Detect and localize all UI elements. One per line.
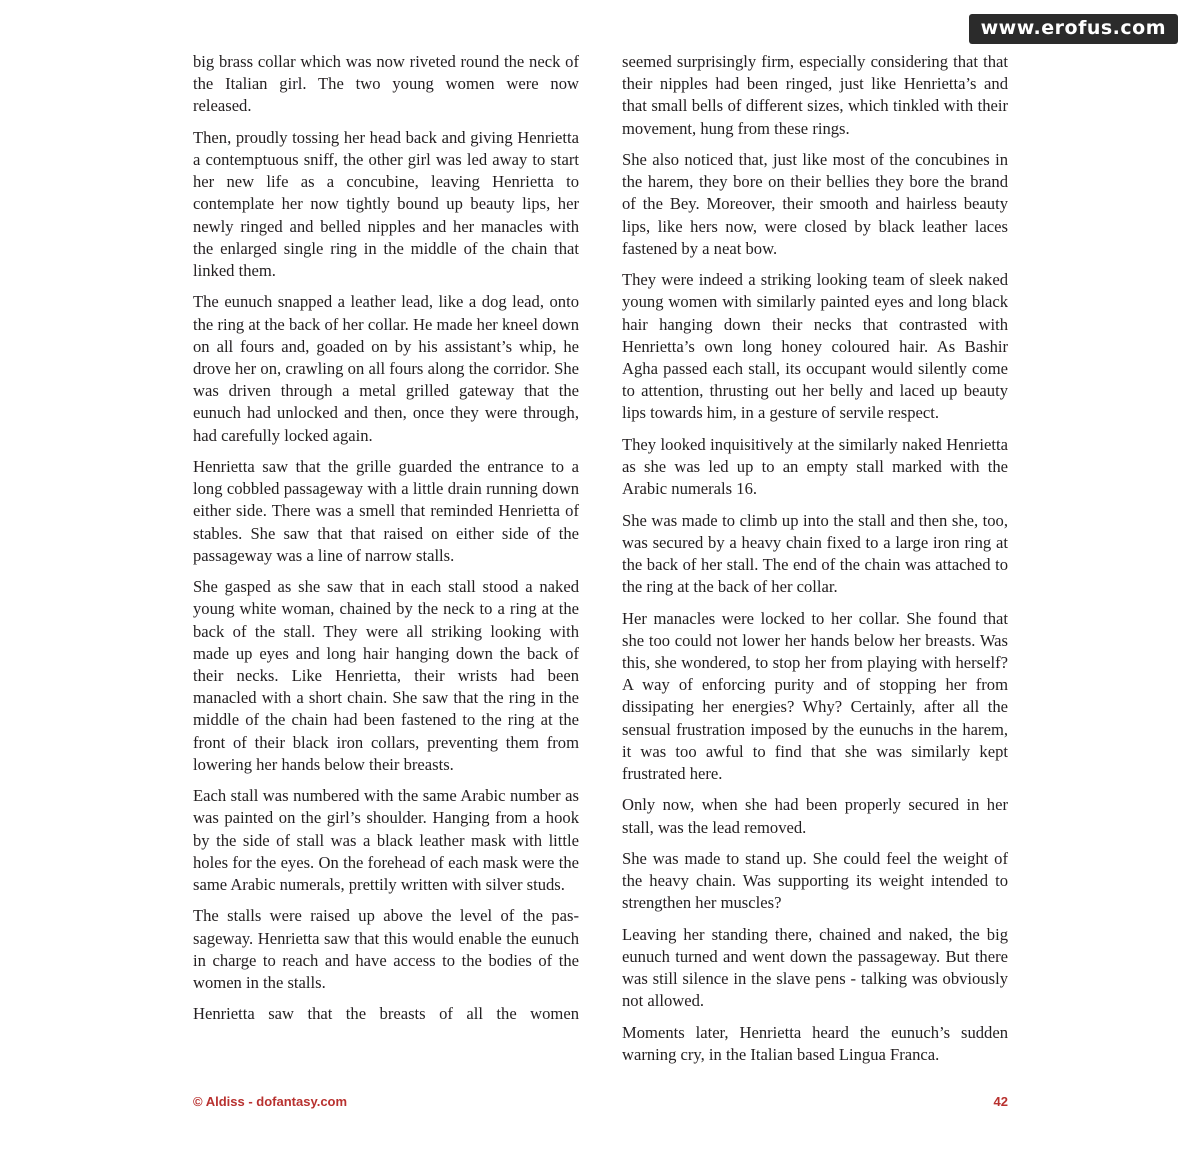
paragraph: seemed surprisingly firm, especially considering that that their nipples had been ringed, just like Henrietta’s and that small bells of different sizes, which tinkled with their movement, hung from these rings. — [622, 52, 1008, 138]
right-text-column — [622, 51, 1008, 1075]
paragraph: Henrietta saw that the breasts of all the women — [193, 1004, 579, 1024]
paragraph: Her manacles were locked to her collar. She found that she too could not lower her hands below her breasts. Was this, she wondered, to stop her from playing with herself? A way of enforcing purity and of stopping her from dissipating her energies? Why? Certainly, after all the sensual frustration imposed by the eunuchs in the harem, it was too awful to find that she was similarly kept frustrated here. — [622, 608, 1008, 784]
paragraph: They were indeed a striking looking team of sleek naked young women with similarly painted eyes and long black hair hanging down their necks that contrasted with Henrietta’s own long honey coloured hair. As Bashir Agha passed each stall, its occupant would silently come to attention, thrusting out her belly and laced up beauty lips towards him, in a gesture of servile respect. — [622, 270, 1008, 423]
paragraph: Moments later, Henrietta heard the eunuch’s sudden warning cry, in the Italian based Lingua Franca. — [622, 1022, 1008, 1065]
paragraph: Leaving her standing there, chained and naked, the big eunuch turned and went down the passageway. But there was still silence in the slave pens - talking was obviously not allowed. — [622, 924, 1008, 1011]
paragraph: She gasped as she saw that in each stall stood a naked young white woman, chained by the neck to a ring at the back of the stall. They were all striking looking with made up eyes and long hair hanging down the back of their necks. Like Henrietta, their wrists had been manacled with a short chain. She saw that the ring in the middle of the chain had been fastened to the ring at the front of their black iron collars, preventing them from lowering her hands below their breasts. — [193, 577, 579, 774]
paragraph: Henrietta saw that the grille guarded the entrance to a long cobbled passageway with a little drain running down either side. There was a smell that reminded Henrietta of stables. She saw that that raised on either side of the passageway was a line of narrow stalls. — [193, 457, 579, 565]
paragraph: She was made to climb up into the stall and then she, too, was secured by a heavy chain fixed to a large iron ring at the back of her stall. The end of the chain was attached to the ring at the back of her collar. — [622, 510, 1008, 597]
paragraph: They looked inquisitively at the similarly naked Henrietta as she was led up to an empty stall marked with the Arabic numerals 16. — [622, 434, 1008, 499]
paragraph: She also noticed that, just like most of the concubines in the harem, they bore on their bellies they bore the brand of the Bey. Moreover, their smooth and hairless beauty lips, like hers now, were closed by black leather laces fastened by a neat bow. — [622, 150, 1008, 258]
paragraph: The stalls were raised up above the level of the passageway. Henrietta saw that this would enable the eunuch in charge to reach and have access to the bodies of the women in the stalls. — [193, 906, 579, 993]
paragraph: Each stall was numbered with the same Arabic number as was painted on the girl’s shoulder. Hanging from a hook by the side of stall was a black leather mask with little holes for the eyes. On the forehead of each mask were the same Arabic numerals, prettily written with silver studs. — [193, 786, 579, 895]
left-text-column — [193, 51, 579, 1035]
paragraph: Only now, when she had been properly secured in her stall, was the lead removed. — [622, 795, 1008, 837]
paragraph: Then, proudly tossing her head back and giving Henrietta a contemptuous sniff, the other girl was led away to start her new life as a concubine, leaving Henrietta to contemplate her now tightly bound up beauty lips, her newly ringed and belled nipples and her manacles with the enlarged single ring in the middle of the chain that linked them. — [193, 127, 579, 281]
paragraph: big brass collar which was now riveted round the neck of the Italian girl. The two young women were now released. — [193, 52, 579, 116]
page-number: 42 — [993, 1094, 1008, 1109]
paragraph: She was made to stand up. She could feel the weight of the heavy chain. Was supporting its weight intended to strengthen her muscles? — [622, 849, 1008, 913]
copyright-footer: © Aldiss - dofantasy.com — [193, 1094, 348, 1109]
watermark-badge: www.erofus.com — [969, 14, 1178, 44]
paragraph: The eunuch snapped a leather lead, like a dog lead, onto the ring at the back of her collar. He made her kneel down on all fours and, goaded on by his assistant’s whip, he drove her on, crawling on all fours along the corridor. She was driven through a metal grilled gateway that the eunuch had unlocked and then, once they were through, had carefully locked again. — [193, 292, 579, 445]
